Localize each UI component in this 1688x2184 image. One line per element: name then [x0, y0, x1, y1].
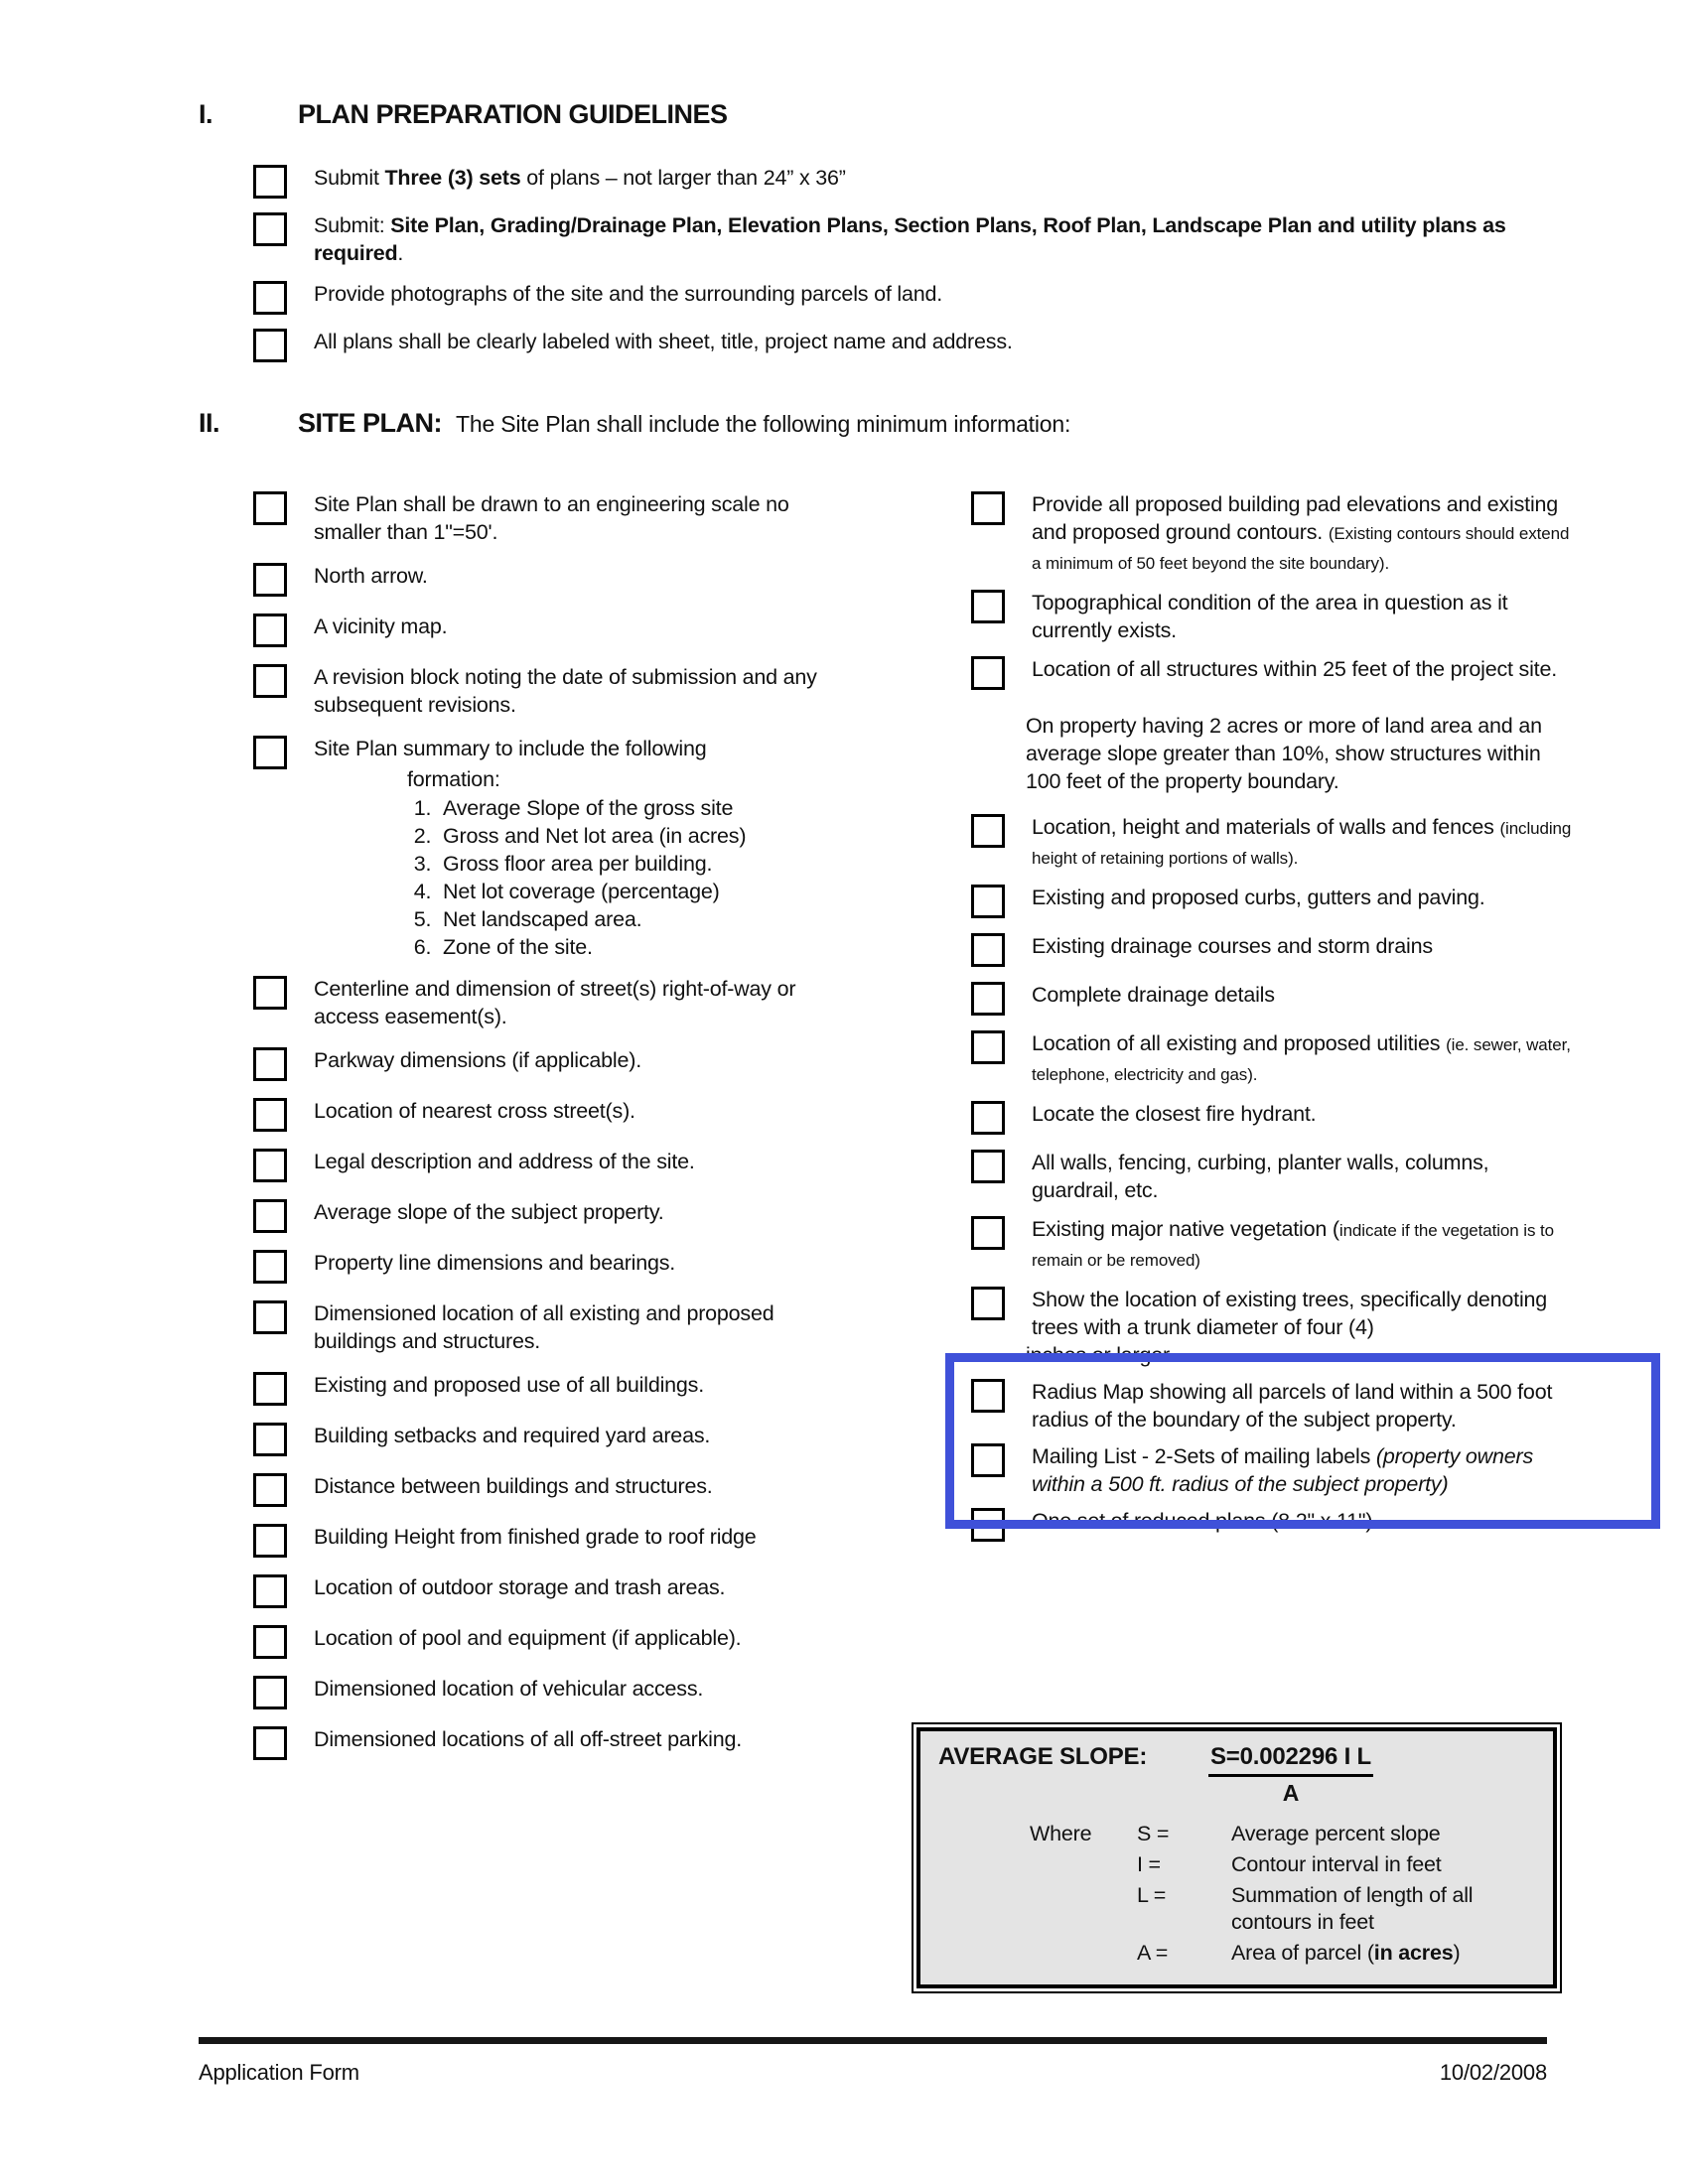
checklist-item-label: Dimensioned locations of all off-street parking. [314, 1727, 742, 1751]
checkbox[interactable] [971, 590, 1005, 623]
checkbox[interactable] [971, 1287, 1005, 1320]
checkbox[interactable] [253, 1726, 287, 1760]
symbol: S = [1137, 1822, 1170, 1845]
checklist-item-label: Existing drainage courses and storm drains [1032, 934, 1433, 958]
symbol-description: Area of parcel (in acres) [1231, 1941, 1461, 1965]
checkbox[interactable] [971, 1443, 1005, 1477]
checklist-item-label: Building setbacks and required yard areas. [314, 1424, 711, 1447]
checklist-item-label: Existing and proposed use of all buildings. [314, 1373, 704, 1397]
checkbox[interactable] [971, 656, 1005, 690]
checklist-item-label: Centerline and dimension of street(s) right-of-way or access easement(s). [314, 977, 796, 1028]
section-1-checklist [253, 164, 1549, 362]
checklist-item-label: Complete drainage details [1032, 983, 1275, 1007]
section-2-title: SITE PLAN: [298, 408, 443, 438]
checklist-item-label: Existing major native vegetation (indicate if the vegetation is to remain or be removed) [1032, 1217, 1554, 1270]
checkbox[interactable] [253, 1625, 287, 1659]
checkbox[interactable] [253, 1473, 287, 1507]
sublist-entry: 3. Gross floor area per building. [437, 851, 909, 878]
checklist-item-label: Provide all proposed building pad elevations and existing and proposed ground contours. (Existing contours should extend a minimum of 50 feet beyond the site boundary). [1032, 492, 1570, 573]
right-column [971, 490, 1656, 1776]
section-2-heading [199, 408, 1549, 439]
section-1-numeral: I. [199, 99, 213, 129]
symbol-description: Average percent slope [1231, 1822, 1441, 1845]
checkbox[interactable] [971, 982, 1005, 1016]
checkbox[interactable] [253, 976, 287, 1010]
checkbox[interactable] [253, 491, 287, 525]
checklist-item-label: Show the location of existing trees, specifically denoting trees with a trunk diameter of four (4) [1032, 1288, 1548, 1339]
symbol: A = [1137, 1941, 1169, 1965]
checkbox[interactable] [971, 1101, 1005, 1135]
checklist-item-label: Mailing List - 2-Sets of mailing labels (property owners within a 500 ft. radius of the subject property) [1032, 1444, 1534, 1496]
checkbox[interactable] [253, 1676, 287, 1709]
checklist-item-label: North arrow. [314, 564, 428, 588]
checklist-item-label: A vicinity map. [314, 614, 448, 638]
checklist-item-label: One set of reduced plans (8 2" x 11") [1032, 1509, 1373, 1533]
checklist-item-label: Site Plan shall be drawn to an engineering scale no smaller than 1"=50'. [314, 492, 789, 544]
checklist-item-label: Legal description and address of the site. [314, 1150, 695, 1173]
checkbox[interactable] [253, 329, 287, 362]
checkbox[interactable] [971, 885, 1005, 918]
checklist-item-label: Provide photographs of the site and the surrounding parcels of land. [314, 282, 943, 306]
checkbox[interactable] [971, 491, 1005, 525]
symbol-description: Contour interval in feet [1231, 1852, 1442, 1876]
checklist-item-label: Location of outdoor storage and trash areas. [314, 1575, 726, 1599]
checklist-item-label: Location of pool and equipment (if applicable). [314, 1626, 742, 1650]
checklist-item-label: Locate the closest fire hydrant. [1032, 1102, 1317, 1126]
checklist-item-label: Location of all existing and proposed utilities (ie. sewer, water, telephone, electricity and gas). [1032, 1031, 1571, 1084]
average-slope-label: AVERAGE SLOPE: [938, 1743, 1148, 1770]
sublist-entry: 4. Net lot coverage (percentage) [437, 879, 909, 905]
checklist-item-label: Topographical condition of the area in question as it currently exists. [1032, 591, 1508, 642]
section-1-heading [199, 99, 1549, 130]
highlighted-region [971, 1341, 1656, 1542]
checkbox[interactable] [253, 1047, 287, 1081]
formula-legend [938, 1821, 1539, 1971]
checklist-item-label: All plans shall be clearly labeled with sheet, title, project name and address. [314, 330, 1013, 353]
section-2-numeral: II. [199, 408, 220, 438]
checkbox[interactable] [253, 1524, 287, 1558]
checkbox[interactable] [971, 1379, 1005, 1413]
checkbox[interactable] [253, 1199, 287, 1233]
checklist-item-label: inches or larger. [1026, 1343, 1175, 1367]
symbol: I = [1137, 1852, 1161, 1876]
checkbox[interactable] [253, 736, 287, 769]
checklist-item-label: All walls, fencing, curbing, planter walls, columns, guardrail, etc. [1032, 1151, 1489, 1202]
checklist-item-label: Radius Map showing all parcels of land within a 500 foot radius of the boundary of the subject property. [1032, 1380, 1553, 1432]
footer-rule [199, 2037, 1547, 2044]
section-2-subtitle: The Site Plan shall include the following minimum information: [456, 411, 1071, 437]
checklist-item-label: Property line dimensions and bearings. [314, 1251, 676, 1275]
symbol-description: Summation of length of all contours in feet [1231, 1883, 1474, 1934]
checklist-item-label: Site Plan summary to include the following [314, 737, 707, 760]
checkbox[interactable] [253, 664, 287, 698]
slope-formula [1208, 1743, 1373, 1807]
page-footer [199, 2037, 1547, 2086]
left-column [253, 490, 909, 1776]
checkbox[interactable] [253, 1098, 287, 1132]
section-1-title: PLAN PREPARATION GUIDELINES [298, 99, 728, 129]
checkbox[interactable] [253, 1574, 287, 1608]
checkbox[interactable] [253, 614, 287, 647]
checkbox[interactable] [971, 1150, 1005, 1183]
checklist-item-label: Parkway dimensions (if applicable). [314, 1048, 641, 1072]
formula-numerator: S=0.002296 I L [1208, 1743, 1373, 1777]
checklist-item-label: Building Height from finished grade to roof ridge [314, 1525, 757, 1549]
checklist-item-label: Location of nearest cross street(s). [314, 1099, 635, 1123]
checklist-item [253, 211, 1549, 267]
checkbox[interactable] [253, 1250, 287, 1284]
sublist-continuation: formation: [407, 767, 500, 791]
checklist-item [253, 164, 1549, 199]
checklist-item-label: Dimensioned location of vehicular access. [314, 1677, 704, 1701]
checkbox[interactable] [971, 933, 1005, 967]
checklist-item-label: Submit: Site Plan, Grading/Drainage Plan, Elevation Plans, Section Plans, Roof Plan, Landscape Plan and utility plans as required. [314, 213, 1506, 265]
checkbox[interactable] [971, 1216, 1005, 1250]
checklist-item [253, 328, 1549, 362]
footer-date: 10/02/2008 [1439, 2060, 1547, 2085]
sublist-entry: 2. Gross and Net lot area (in acres) [437, 823, 909, 850]
checklist-item-label: Submit Three (3) sets of plans – not larger than 24” x 36” [314, 166, 846, 190]
checkbox[interactable] [253, 165, 287, 199]
checkbox[interactable] [253, 212, 287, 246]
checklist-item-label: Location of all structures within 25 feet of the project site. [1032, 657, 1557, 681]
checkbox[interactable] [253, 563, 287, 597]
sublist-entry: 1. Average Slope of the gross site [437, 795, 909, 822]
checklist-item-label: Existing and proposed curbs, gutters and paving. [1032, 886, 1485, 909]
checklist-item-label: A revision block noting the date of submission and any subsequent revisions. [314, 665, 817, 717]
average-slope-formula-box [912, 1722, 1562, 1993]
formula-denominator: A [1282, 1780, 1300, 1806]
checkbox[interactable] [971, 1030, 1005, 1064]
where-label: Where [1030, 1822, 1092, 1845]
checklist-item-label: Distance between buildings and structures. [314, 1474, 713, 1498]
checkbox[interactable] [253, 1300, 287, 1334]
note-paragraph: On property having 2 acres or more of land area and an average slope greater than 10%, show structures within 100 feet of the property boundary. [1026, 714, 1542, 793]
checkbox[interactable] [253, 1423, 287, 1456]
symbol: L = [1137, 1883, 1167, 1907]
site-plan-summary-list [437, 795, 909, 961]
checkbox[interactable] [253, 1372, 287, 1406]
checkbox[interactable] [971, 814, 1005, 848]
checklist-item-label: Average slope of the subject property. [314, 1200, 664, 1224]
checkbox[interactable] [253, 1149, 287, 1182]
checklist-item-label: Location, height and materials of walls and fences (including height of retaining portions of walls). [1032, 815, 1572, 868]
sublist-entry: 6. Zone of the site. [437, 934, 909, 961]
checklist-item-label: Dimensioned location of all existing and proposed buildings and structures. [314, 1301, 774, 1353]
sublist-entry: 5. Net landscaped area. [437, 906, 909, 933]
checklist-item [253, 280, 1549, 315]
footer-left-text: Application Form [199, 2060, 359, 2085]
checkbox[interactable] [253, 281, 287, 315]
checkbox[interactable] [971, 1508, 1005, 1542]
